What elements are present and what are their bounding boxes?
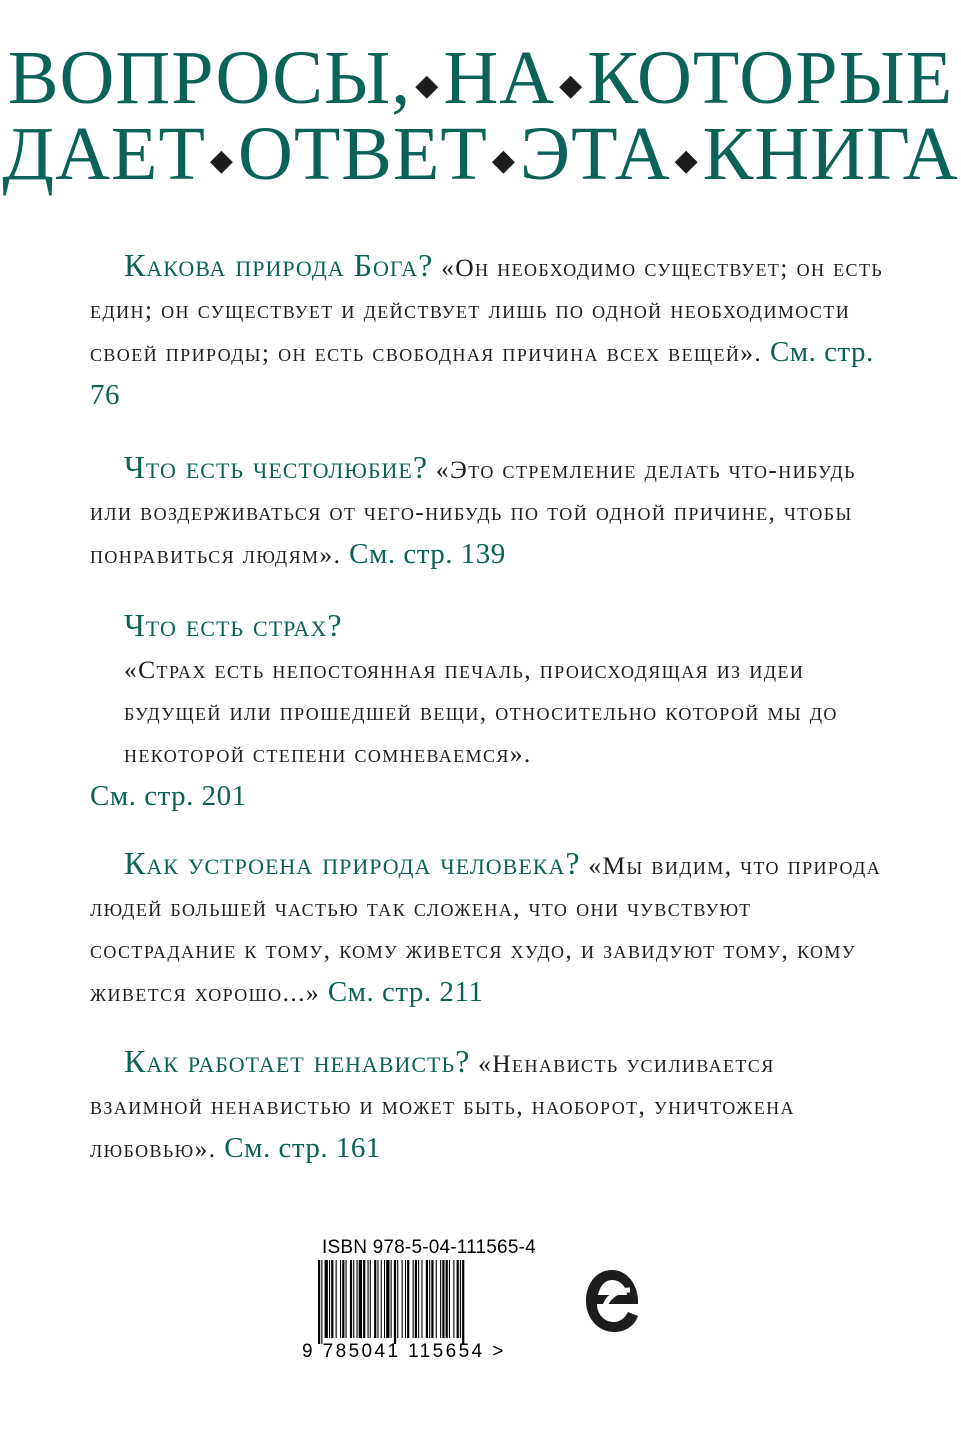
- barcode-bar: [377, 1260, 378, 1338]
- isbn-label: ISBN 978-5-04-111565-4: [322, 1237, 536, 1258]
- barcode-bar: [457, 1260, 459, 1338]
- question: Что есть честолюбие?: [124, 449, 429, 485]
- qa-section-god: [90, 244, 890, 417]
- barcode-bar: [353, 1260, 354, 1338]
- book-title: [0, 36, 961, 196]
- barcode-bar: [431, 1260, 433, 1338]
- question: Как работает ненависть?: [124, 1043, 471, 1079]
- barcode-bar: [426, 1260, 428, 1338]
- qa-section-human-nature: [90, 842, 890, 1014]
- title-word: ВОПРОСЫ,: [7, 36, 412, 120]
- barcode-bar: [384, 1260, 385, 1338]
- barcode-bar: [368, 1260, 369, 1338]
- title-word: КОТОРЫЕ: [587, 36, 954, 120]
- barcode-bar: [336, 1260, 337, 1338]
- barcode-bar: [363, 1260, 365, 1338]
- title-word: ЭТА: [519, 111, 671, 196]
- barcode-bar: [397, 1260, 398, 1338]
- barcode-bar: [321, 1260, 322, 1344]
- barcode-bar: [331, 1260, 333, 1338]
- diamond-separator-icon: ◆: [559, 68, 584, 102]
- barcode-bar: [350, 1260, 352, 1338]
- answer: «Страх есть непостоянная печаль, происходящая из идеи будущей или прошедшей вещи, относительно которой мы до некоторой степени сомневаемся».: [124, 655, 838, 768]
- barcode: [318, 1260, 558, 1344]
- answer: «Это стремление делать что-нибудь или воздерживаться от чего-нибудь по той одной причине, чтобы понравиться людям».: [90, 455, 856, 569]
- barcode-bar: [413, 1260, 414, 1338]
- page-reference: См. стр. 211: [327, 976, 484, 1008]
- qa-section-ambition: [90, 446, 890, 576]
- barcode-bar: [329, 1260, 330, 1338]
- barcode-bar: [407, 1260, 409, 1338]
- qa-section-hatred: [90, 1040, 890, 1170]
- answer: «Он необходимо существует; он есть един; он существует и действует лишь по одной необходимости своей природы; он есть свободная причина всех вещей».: [90, 253, 884, 367]
- barcode-bar: [446, 1260, 448, 1338]
- answer: «Ненависть усиливается взаимной ненавистью и может быть, наоборот, уничтожена любовью».: [90, 1049, 795, 1163]
- barcode-bar: [460, 1260, 461, 1338]
- barcode-bar: [462, 1260, 464, 1344]
- page-reference: См. стр. 76: [90, 336, 874, 411]
- barcode-bar: [449, 1260, 450, 1338]
- title-word: ДАЕТ: [2, 111, 206, 196]
- question: Как устроена природа человека?: [124, 845, 581, 881]
- publisher-e-logo-icon: [582, 1266, 642, 1336]
- barcode-bar: [442, 1260, 444, 1338]
- barcode-bar: [340, 1260, 341, 1338]
- page-reference: См. стр. 161: [224, 1132, 381, 1164]
- barcode-bar: [346, 1260, 347, 1338]
- barcode-bar: [381, 1260, 382, 1338]
- barcode-bar: [374, 1260, 376, 1338]
- question: Какова природа Бога?: [124, 247, 434, 283]
- page-reference: См. стр. 139: [349, 538, 506, 570]
- barcode-bar: [429, 1260, 430, 1338]
- diamond-separator-icon: ◆: [674, 144, 699, 178]
- title-word: КНИГА: [702, 111, 959, 196]
- diamond-separator-icon: ◆: [415, 68, 440, 102]
- title-word: ОТВЕТ: [237, 111, 488, 196]
- question: Что есть страх?: [124, 607, 343, 643]
- barcode-bar: [421, 1260, 422, 1338]
- barcode-bar: [418, 1260, 419, 1338]
- answer: «Мы видим, что природа людей большей частью так сложена, что они чувствуют сострадание к тому, кому живется худо, и завидуют тому, кому живется хорошо...»: [90, 851, 882, 1007]
- diamond-separator-icon: ◆: [209, 144, 234, 178]
- title-word: НА: [443, 36, 556, 120]
- barcode-bar: [402, 1260, 403, 1338]
- barcode-bar: [318, 1260, 320, 1344]
- title-line-2: [0, 111, 961, 196]
- barcode-bar: [391, 1260, 392, 1338]
- barcode-bar: [325, 1260, 328, 1338]
- title-line-1: [0, 36, 961, 120]
- barcode-bar: [357, 1260, 358, 1338]
- barcode-bar: [415, 1260, 417, 1338]
- barcode-bar: [359, 1260, 362, 1338]
- page-reference: См. стр. 201: [90, 780, 247, 812]
- barcode-bar: [370, 1260, 371, 1338]
- barcode-bar: [386, 1260, 389, 1338]
- diamond-separator-icon: ◆: [491, 144, 516, 178]
- barcode-bar: [436, 1260, 437, 1338]
- barcode-digits: 9 785041 115654 >: [302, 1341, 506, 1362]
- barcode-bar: [342, 1260, 344, 1338]
- barcode-bar: [405, 1260, 406, 1338]
- barcode-bar: [394, 1260, 396, 1344]
- barcode-bar: [440, 1260, 441, 1338]
- barcode-bar: [453, 1260, 454, 1338]
- qa-section-fear: [90, 604, 890, 817]
